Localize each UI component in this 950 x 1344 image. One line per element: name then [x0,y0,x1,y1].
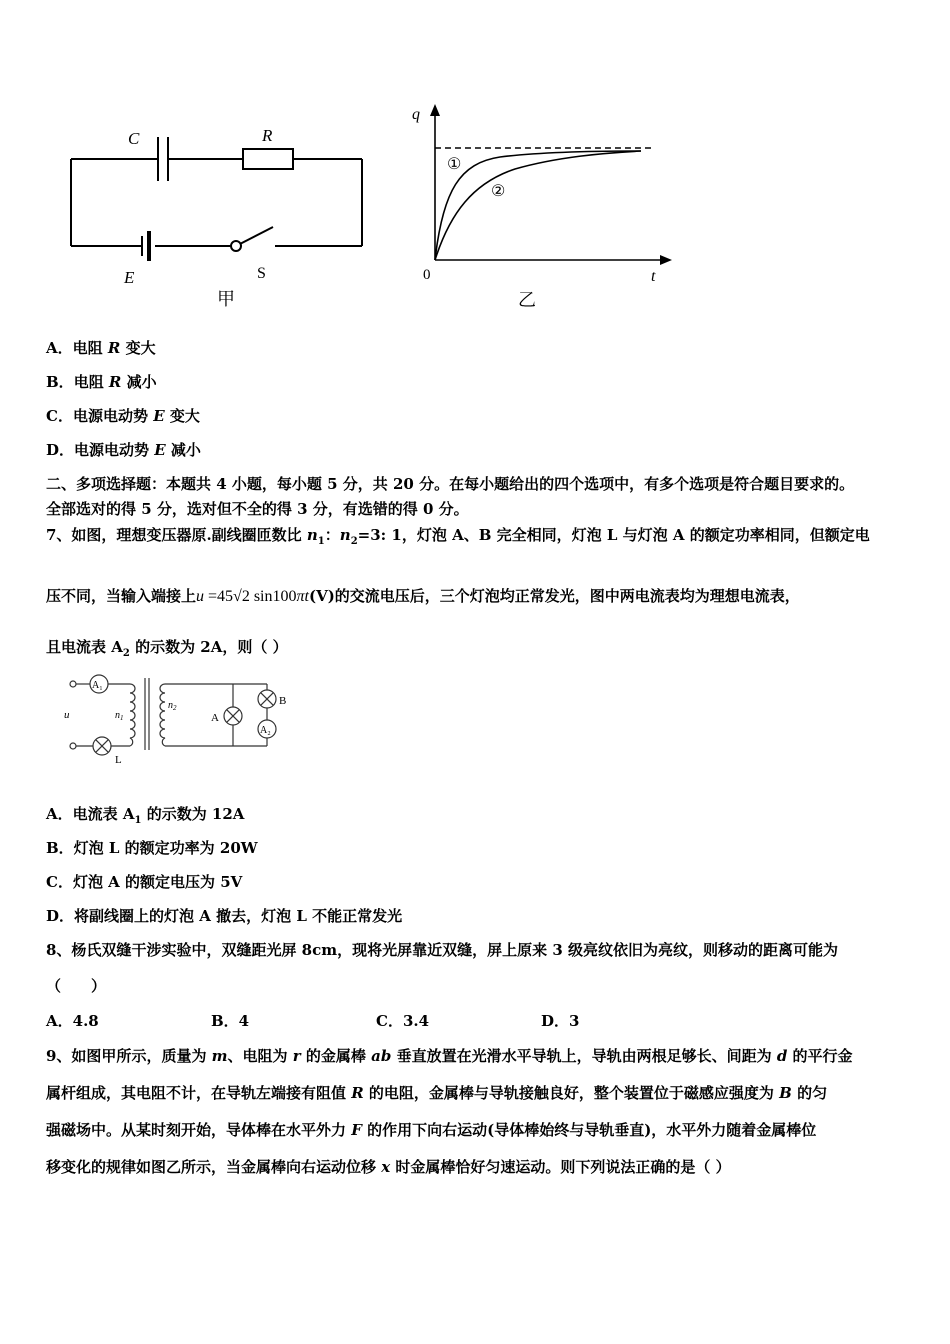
axis-origin: 0 [423,267,431,283]
label-lamp-b: B [279,695,287,707]
label-e: E [124,268,135,287]
figure-transformer-circuit [60,668,310,768]
figure-caption-jia: 甲 [217,289,235,309]
resistor-symbol [243,149,293,169]
input-terminal-top [70,681,76,687]
q9-stem-line-4: 移变化的规律如图乙所示，当金属棒向右运动位移 x 时金属棒恰好匀速运动。则下列说法正确的是（ ） [46,1158,731,1176]
label-s: S [257,265,266,282]
axis-label-t: t [651,268,656,285]
figure-rc-circuit [60,115,380,315]
switch-blade [236,227,273,246]
secondary-coil [160,684,165,746]
axis-label-q: q [412,106,420,123]
q8-option-d: D．3 [541,1012,580,1030]
section-2-heading-line-1: 二、多项选择题：本题共 4 小题，每小题 5 分，共 20 分。在每小题给出的四个选项中，有多个选项是符合题目要求的。 [46,475,855,493]
label-a2: A₂ [260,725,271,736]
q7-option-d: D．将副线圈上的灯泡 A 撤去，灯泡 L 不能正常发光 [46,907,403,925]
label-c: C [128,129,140,148]
y-axis-arrow [430,104,440,116]
curve-2-label: ② [491,183,506,200]
label-lamp-l: L [115,754,122,766]
q8-option-a: A．4.8 [46,1012,99,1030]
primary-coil [130,684,135,746]
q9-stem-line-3: 强磁场中。从某时刻开始，导体棒在水平外力 F 的作用下向右运动(导体棒始终与导轨垂直)，水平外力随着金属棒位 [46,1121,817,1139]
q7-stem-line-3: 且电流表 $A_2$ 的示数为 2A，则（ ） [46,638,288,659]
q6-option-d: D．电源电动势 E 减小 [46,441,201,459]
x-axis-arrow [660,255,672,265]
input-terminal-bottom [70,743,76,749]
curve-2 [435,151,641,260]
q9-stem-line-1: 9、如图甲所示，质量为 m、电阻为 r 的金属棒 ab 垂直放置在光滑水平导轨上，导轨由两根足够长、间距为 d 的平行金 [46,1047,853,1065]
q8-stem-line-2: （ ） [46,977,107,995]
q6-option-a: A．电阻 R 变大 [46,339,156,357]
label-u: u [64,709,70,721]
q8-stem-line-1: 8、杨氏双缝干涉实验中，双缝距光屏 8cm，现将光屏靠近双缝，屏上原来 3 级亮纹依旧为亮纹，则移动的距离可能为 [46,941,838,959]
label-a1: A₁ [92,680,103,691]
q6-option-b: B．电阻 R 减小 [46,373,157,391]
curve-1-label: ① [447,156,462,173]
q7-stem-line-2: 压不同，当输入端接上u =45√2 sin100πt(V)的交流电压后，三个灯泡均正常发光，图中两电流表均为理想电流表， [46,587,800,605]
q7-stem-line-1: 7、如图，理想变压器原.副线圈匝数比 $n_1$：$n_2=3$: 1，灯泡 A、B 完全相同，灯泡 L 与灯泡 A 的额定功率相同，但额定电 [46,526,870,547]
label-n2: $n_2$ [168,700,177,712]
q6-option-c: C．电源电动势 E 变大 [46,407,200,425]
q9-stem-line-2: 属杆组成，其电阻不计，在导轨左端接有阻值 R 的电阻，金属棒与导轨接触良好，整个装置位于磁感应强度为 B 的匀 [46,1084,828,1102]
label-lamp-a: A [211,712,219,724]
q7-option-a: A．电流表 $A_1$ 的示数为 12A [46,805,245,826]
section-2-heading-line-2: 全部选对的得 5 分，选对但不全的得 3 分，有选错的得 0 分。 [46,500,469,518]
q8-option-c: C．3.4 [376,1012,430,1030]
label-n1: $n_1$ [115,710,124,722]
voltage-formula: u =45√2 sin100πt [196,588,309,605]
switch-contact [231,241,241,251]
q8-option-b: B．4 [211,1012,250,1030]
label-r: R [262,126,273,145]
figure-charge-time-graph [405,95,675,315]
curve-1 [435,151,641,260]
q7-option-b: B．灯泡 L 的额定功率为 20W [46,839,258,857]
q7-option-c: C．灯泡 A 的额定电压为 5V [46,873,243,891]
figure-caption-yi: 乙 [518,290,536,310]
